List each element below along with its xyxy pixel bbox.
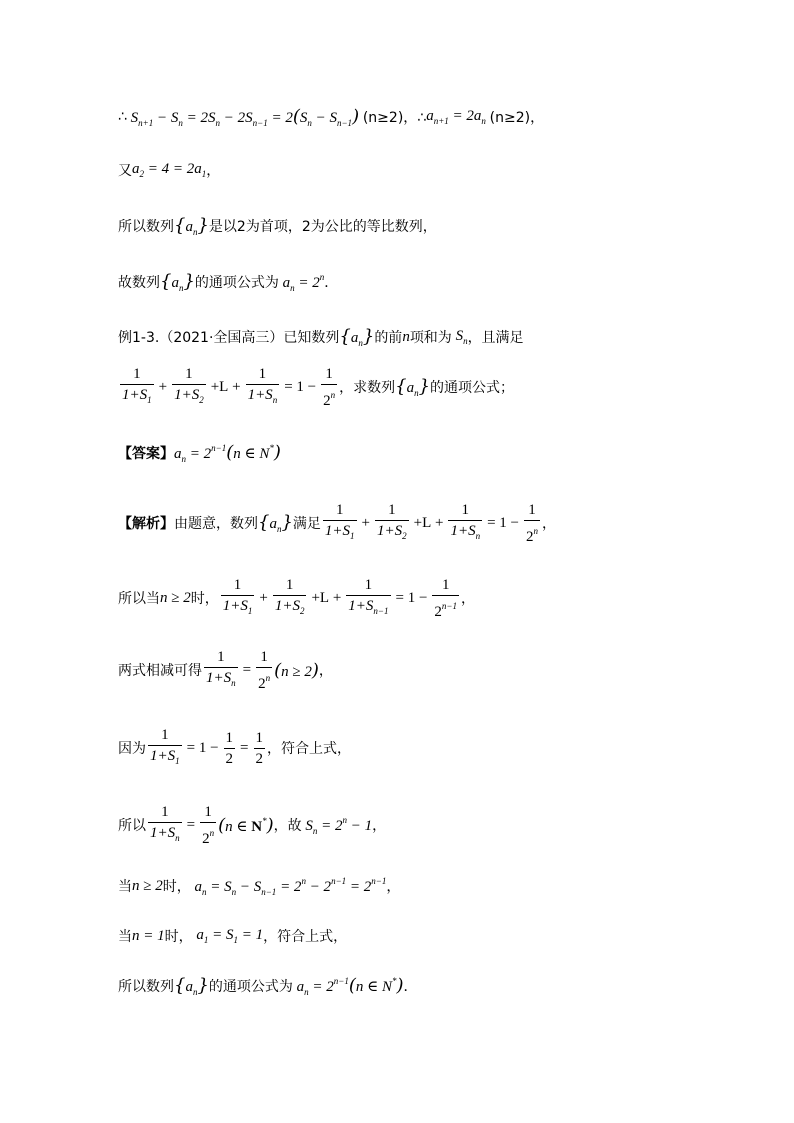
formula-recurrence: $S_{n+1} - S_n = 2S_n - 2S_{n-1} = 2(S_n - S_{n-1})$ xyxy=(126,106,360,128)
text-gu: ，故 xyxy=(273,818,302,834)
frac-1-S2: $\frac{1}{1+S_2}$ xyxy=(172,365,206,409)
formula-a1-S1: $a_1 = S_1 = 1$ xyxy=(192,927,264,945)
frac-e1: $\frac{1}{1+S_n}$ xyxy=(148,803,182,847)
frac-1-2n: $\frac{1}{2^n}$ xyxy=(323,365,336,409)
text-shi-3: 时， xyxy=(164,929,193,945)
comma-4: ， xyxy=(318,663,333,679)
final-formula: $a_n = 2^{n-1}(n$ ∈ N*) xyxy=(292,975,404,997)
comma-3: ， xyxy=(461,591,475,607)
comma-6: ， xyxy=(386,879,401,895)
frac-c-2n: $\frac{1}{2^n}$ xyxy=(258,648,271,692)
frac-1-Sn: $\frac{1}{1+S_n}$ xyxy=(246,365,280,409)
frac-b1: $\frac{1}{1+S_1}$ xyxy=(221,576,255,620)
text-subtract: 两式相减可得 xyxy=(118,663,202,679)
condition-text-1: (n≥2)，∴ xyxy=(362,110,427,126)
text-dang-2: 当 xyxy=(118,929,132,945)
comma: ， xyxy=(206,163,221,179)
answer-formula: $a_n = 2^{n-1}(n$ ∈ N*) xyxy=(174,442,281,464)
comma-2: ， xyxy=(542,516,557,532)
math-line-10: 两式相减可得 $\frac{1}{1+S_n}$ = $\frac{1}{2^n}$ (n ≥ 2) ， xyxy=(118,648,333,692)
formula-a2: $a_2 = 4 = 2a_1$ xyxy=(132,161,207,179)
text-gu-shulie: 故数列 xyxy=(118,275,160,291)
frac-half-2: $\frac{1}{2}$ xyxy=(255,729,264,767)
text-geometric: 是以2为首项，2为公比的等比数列， xyxy=(208,219,437,235)
text-general-formula-3: 的通项公式为 xyxy=(208,979,293,995)
sequence-an-3: $\{a_n\}$ xyxy=(339,326,375,348)
comma-5: ， xyxy=(372,818,387,834)
text-shi: 时， xyxy=(190,591,219,607)
frac-b-2n: $\frac{1}{2^{n-1}}$ xyxy=(434,576,457,620)
frac-half-1: $\frac{1}{2}$ xyxy=(225,729,234,767)
text-general-formula: 的通项公式为 xyxy=(194,275,279,291)
frac-a1: $\frac{1}{1+S_1}$ xyxy=(323,501,357,545)
analysis-label: 【解析】 xyxy=(118,516,174,532)
math-line-9: 所以当 n ≥ 2 时， $\frac{1}{1+S_1}$ + $\frac{1}{1+S_2}$ +L + $\frac{1}{1+S_{n-1}}$ = 1 − $\frac{1}{2^{n-1}}$ ， xyxy=(118,576,475,620)
example-header xyxy=(118,317,524,357)
text-qiu-shulie: ，求数列 xyxy=(339,380,396,396)
formula-an-2n: $a_n = 2^n$ xyxy=(278,271,325,293)
cond-n-ge-2b: (n ≥ 2) xyxy=(274,659,319,681)
cond-n-ge-2c: n ≥ 2 xyxy=(132,877,163,894)
frac-c1: $\frac{1}{1+S_n}$ xyxy=(204,648,238,692)
therefore-symbol: ∴ xyxy=(118,109,127,125)
condition-text-2: (n≥2)， xyxy=(489,110,545,126)
frac-a2: $\frac{1}{1+S_2}$ xyxy=(375,501,409,545)
text-you: 又 xyxy=(118,163,132,179)
formula-a-n-plus-1: $a_{n+1} = 2a_n$ xyxy=(426,108,486,126)
example-condition: $\frac{1}{1+S_1}$ + $\frac{1}{1+S_2}$ +L + $\frac{1}{1+S_n}$ = 1 − $\frac{1}{2^n}$ ，求数列 $\{a_n\}$ 的通项公式； xyxy=(122,365,515,409)
text-yinwei: 因为 xyxy=(118,741,146,757)
text-fuhe: ，符合上式， xyxy=(267,741,352,757)
text-manzu: 满足 xyxy=(292,516,321,532)
sequence-an-5: $\{a_n\}$ xyxy=(258,512,293,534)
example-title: 例1-3.（2021·全国高三）已知数列 xyxy=(118,330,340,346)
text-general-formula-2: 的通项公式； xyxy=(430,380,515,396)
sequence-an-6: $\{a_n\}$ xyxy=(174,975,209,997)
math-line-3 xyxy=(118,206,437,246)
cond-n-in-N: (n ∈ N*) xyxy=(218,814,274,836)
frac-b2: $\frac{1}{1+S_2}$ xyxy=(273,576,307,620)
text-xianghe: 项和为 xyxy=(409,330,452,346)
period: ． xyxy=(324,275,339,291)
period-2: ． xyxy=(403,979,418,995)
math-line-14 xyxy=(118,916,347,956)
text-fuhe-2: ，符合上式， xyxy=(263,929,348,945)
var-Sn: $S_n$ xyxy=(451,328,468,346)
cond-n-ge-2: n ≥ 2 xyxy=(160,589,191,606)
frac-bn: $\frac{1}{1+S_{n-1}}$ xyxy=(346,576,390,620)
math-line-12: 所以 $\frac{1}{1+S_n}$ = $\frac{1}{2^n}$ (n ∈ N*) ，故 $S_n = 2^n - 1$ ， xyxy=(118,803,387,847)
formula-an-diff: $a_n = S_n - S_{n-1} = 2^n - 2^{n-1} = 2^{n-1}$ xyxy=(190,875,387,897)
cond-n-eq-1: n = 1 xyxy=(132,927,165,944)
analysis-line: 【解析】 由题意，数列 $\{a_n\}$ 满足 $\frac{1}{1+S_1}$ + $\frac{1}{1+S_2}$ +L + $\frac{1}{1+S_n}$ = 1 − $\frac{1}{2^n}$ ， xyxy=(118,501,557,545)
math-line-13 xyxy=(118,866,400,906)
frac-e-2n: $\frac{1}{2^n}$ xyxy=(202,803,215,847)
text-qian: 的前 xyxy=(374,330,403,346)
text-suoyi-shulie-2: 所以数列 xyxy=(118,979,174,995)
analysis-text: 由题意，数列 xyxy=(174,516,258,532)
frac-a-2n: $\frac{1}{2^n}$ xyxy=(526,501,539,545)
text-suoyi-dang: 所以当 xyxy=(118,591,160,607)
answer-line xyxy=(118,433,281,473)
var-n: n xyxy=(402,328,410,345)
sequence-an-4: $\{a_n\}$ xyxy=(395,376,431,398)
text-suoyi-shulie: 所以数列 xyxy=(118,219,174,235)
answer-label: 【答案】 xyxy=(118,446,174,462)
math-line-4 xyxy=(118,262,338,302)
frac-d1: $\frac{1}{1+S_1}$ xyxy=(148,726,182,770)
math-line-1 xyxy=(118,97,544,137)
math-line-15 xyxy=(118,966,418,1006)
formula-Sn: $S_n = 2^n - 1$ xyxy=(301,814,373,836)
math-line-11: 因为 $\frac{1}{1+S_1}$ = 1 − $\frac{1}{2}$ = $\frac{1}{2}$ ，符合上式， xyxy=(118,723,351,773)
math-line-2 xyxy=(118,150,220,190)
text-dang: 当 xyxy=(118,879,132,895)
text-suoyi: 所以 xyxy=(118,818,146,834)
frac-1-S1: $\frac{1}{1+S_1}$ xyxy=(120,365,154,409)
sequence-an: $\{a_n\}$ xyxy=(174,215,209,237)
sequence-an-2: $\{a_n\}$ xyxy=(160,271,195,293)
frac-an: $\frac{1}{1+S_n}$ xyxy=(448,501,482,545)
text-shi-2: 时， xyxy=(162,879,191,895)
text-qiemanzu: ，且满足 xyxy=(467,330,524,346)
